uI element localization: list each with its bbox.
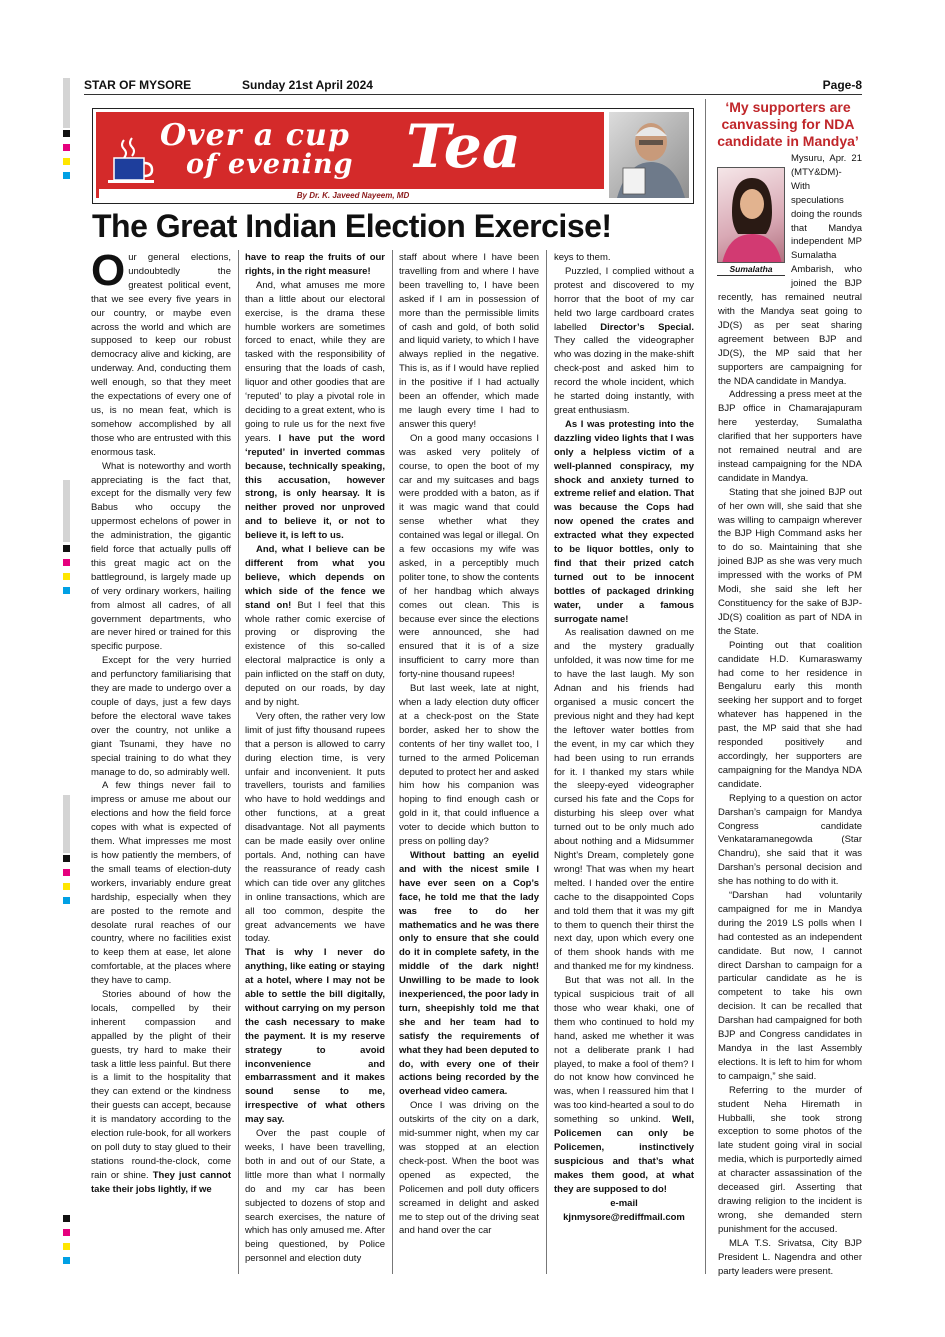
article-bold-text: have to reap the fruits of our rights, in the right measure! <box>245 252 385 277</box>
sidebar-paragraph: “Darshan had voluntarily campaigned for me in Mandya during the 2019 LS polls when I had contested as an independent candidate. But now, I cannot direct Darshan to campaign for a particular candidate as he is competent to take his own decision. It can be recalled that Darshan had campaigned for both BJP and Congress candidates in Mandya in the last Assembly elections. It is left to him for whom to campaign,” she said. <box>718 890 862 1082</box>
article-column-3 <box>399 251 539 1238</box>
article-paragraph: And, what amuses me more than a little about our electoral exercise, is the drama these humble workers are sometimes forced to enact, while they are tasked with the responsibility of ensuring that the loads of cash, liquor and other goodies that are ‘reputed’ to play a pivotal role in deciding to a great extent, who is going to rule us for the next five years. <box>245 279 385 444</box>
article-paragraph: They called the videographer who was dozing in the make-shift check-post and asked him to record the whole incident, which he started doing instantly, with great enthusiasm. <box>554 335 694 416</box>
header-rule <box>84 94 862 95</box>
article-column-1 <box>91 246 231 1197</box>
margin-strip <box>63 480 70 542</box>
drop-cap: O <box>91 246 126 295</box>
article-bold-text: Well, Policemen can only be Policemen, instinctively suspicious and that’s what makes them good, at what they are supposed to do! <box>554 1114 695 1195</box>
article-paragraph: Over the past couple of weeks, I have been travelling, both in and out of our State, a little more than what I normally do and my car has been subjected to dozens of stop and search exercises, the nature of which has only amused me. After being questioned, by Police personnel and election duty <box>245 1128 385 1265</box>
banner-tea: Tea <box>406 112 521 182</box>
teacup-icon <box>106 136 158 186</box>
article-paragraph: A few things never fail to impress or amuse me about our elections and how the field force copes with what is expected of them. What impresses me most is how patiently the members, of the small teams of election-duty workers, invariably endure great hardship, especially when they are posted to the remote and desolate rural reaches of our country, where no facilities exist to keep them at ease, let alone comfortable, at the places where they have to camp. <box>91 780 231 987</box>
sidebar-paragraph: Pointing out that coalition candidate H.D. Kumaraswamy had come to her residence in Bengaluru early this month seeking her support and to forget whatever has happened in the past, the MP said that she had responded positively and accordingly, her supporters are campaigning for the Mandya NDA candidate. <box>718 639 862 790</box>
article-paragraph: Puzzled, I complied without a protest and discovered to my horror that the boot of my car held two large cardboard crates labelled <box>554 265 694 333</box>
issue-date: Sunday 21st April 2024 <box>242 78 373 92</box>
column-banner <box>92 108 694 204</box>
article-bold-text: They just cannot take their jobs lightly, if we <box>91 1169 231 1195</box>
sidebar-headline: ‘My supporters are canvassing for NDA candidate in Mandya’ <box>717 99 859 149</box>
column-rule <box>238 250 239 1274</box>
article-paragraph: ur general elections, undoubtedly the greatest political event, that we see every five years in our country, or maybe even across the world and which are supposed to keep our robust democracy alive and kicking, are underway. And, conducting them well enough, so that they meet the expectations of every one of us, is no mean feat, which is somehow accomplished by all those who are entrusted with this enormous task. <box>91 252 231 458</box>
page-header <box>84 78 862 94</box>
sidebar-paragraph: Referring to the murder of student Neha Hiremath in Hubballi, she took strong exception to some photos of the late student going viral in social media, which is purportedly aimed at character assassination of the deceased girl. Asserting that drawing religion to the incident is wrong, she demanded stern punishment for the accused. <box>718 1084 862 1235</box>
column-rule <box>546 250 547 1274</box>
banner-red-panel <box>96 112 604 198</box>
email-label: e-mail <box>610 1197 638 1209</box>
columnist-photo <box>609 112 689 198</box>
registration-marks <box>63 1215 70 1264</box>
article-paragraph: staff about where I have been travelling from and where I have been travelling to, I have been asked if I am in possession of more than the permissible limits of cash and gold, of both solid and liquid variety, to which I have always replied in the negative. This is, as if I would have replied in the positive if I had actually been an offender, which made me laugh every time I had to answer this query! <box>399 252 539 430</box>
photo-wrap-spacer <box>718 152 788 280</box>
sidebar-paragraph: Stating that she joined BJP out of her own will, she said that she was willing to campaign wherever the BJP High Command asks her to do so. Maintaining that she joined BJP as she was very much impressed with the works of PM Modi, she said she left her Constituency for the sake of BJP-JD(S) coalition as part of NDA in the State. <box>718 486 862 637</box>
article-bold-text: Director’s Special. <box>600 321 694 333</box>
sidebar-paragraph: Addressing a press meet at the BJP office in Chamarajapuram here yesterday, Sumalatha clarified that her supporters have not remained neutral and are instead campaigning for the NDA candidate in Mandya. <box>718 389 862 484</box>
sidebar-paragraph: Replying to a question on actor Darshan’s campaign for Mandya Congress candidate Venkataramanegowda (Star Chandru), she said that it was Darshan’s personal decision and she has nothing to do with it. <box>718 792 862 888</box>
sidebar-paragraph: MLA T.S. Srivatsa, City BJP President L. Nagendra and other party leaders were present. <box>718 1237 862 1277</box>
column-rule <box>705 99 706 1274</box>
article-paragraph: Except for the very hurried and perfunctory familiarising that they are made to undergo over a couple of days, just a few days before the electoral wave takes over the country, not unlike a giant Tsunami, they have no special training to do what they manage to do, so admirably well. <box>91 655 231 778</box>
article-column-4 <box>554 251 694 1224</box>
banner-line-1: Over a cup <box>160 118 350 153</box>
article-paragraph: But that was not all. In the typical suspicious trait of all those who wear khaki, one of them who continued to hold my hand, asked me whether it was not a deliberate prank I had played, to make a fool of them? I do not know how convinced he was, when I reassured him that I was too kind-hearted a soul to do something so unkind. <box>554 975 694 1126</box>
article-paragraph: But I feel that this whole rather comic exercise of proving or disproving the existence of this so-called electoral malpractice is only a pain inflicted on the staff on duty, deputed on our roads, by day and by night. <box>245 599 386 708</box>
registration-marks <box>63 855 70 904</box>
author-email: kjnmysore@rediffmail.com <box>563 1211 685 1223</box>
margin-strip <box>63 78 70 128</box>
photo-caption: Sumalatha <box>717 263 785 276</box>
sidebar-paragraph: Mysuru, Apr. 21 (MTY&DM)- With speculations doing the rounds that Mandya independent MP Sumalatha Ambarish, who joined the BJP recently, has remained neutral with the Mandya seat going to JD(S) as per seat sharing agreement between BJP and JD(S), the MP said that her supporters are campaigning for the NDA candidate in Mandya. <box>718 153 862 387</box>
column-rule <box>392 250 393 1274</box>
registration-marks <box>63 545 70 594</box>
article-column-2 <box>245 251 385 1266</box>
article-headline: The Great Indian Election Exercise! <box>92 208 612 244</box>
article-paragraph: Stories abound of how the locals, compelled by their inherent compassion and appalled by the plight of their guests, try hard to make their task a little less painful. But there is a limit to the hospitality that they can extend or the kindness their guests can accept, because it is mandatory according to the election rule-book, for all workers on poll duty to stay glued to their stations round-the-clock, come rain or shine. <box>91 989 231 1181</box>
banner-line-2: of evening <box>186 149 354 180</box>
article-paragraph: What is noteworthy and worth appreciating is the fact that, except for the dismally very few Babus who occupy the uppermost echelons of power in the administration, the gigantic field force that actually pulls off this great magic act on the battleground, is largely made up of very ordinary workers, hailing from almost all cadres, of all government departments, who are never hired or trained for this specific purpose. <box>91 460 231 653</box>
registration-marks <box>63 130 70 179</box>
article-paragraph: As realisation dawned on me and the mystery gradually unfolded, it was now time for me to have the last laugh. My son Adnan and his friends had organised a music concert the previous night and they had kept the leftover water bottles from the event, in my car which they had been using to run errands for it. I thanked my stars while the sleepy-eyed videographer cursed his fate and the Cops for disturbing his sleep over what turned out to be only much ado about nothing and a Midsummer Night’s Dream, completely gone wrong! That was when my heart melted. I handed over the entire cache to the disappointed Cops and told them that it was my gift to them to quench their thirst the next day, upon which every one of them shook hands with me and thanked me for my kindness. <box>554 627 694 973</box>
article-bold-text: As I was protesting into the dazzling video lights that I was only a helpless victim of a well-planned conspiracy, my shock and anxiety turned to extreme relief and elation. That was because the Cops had now opened the crates and extracted what they expected to be liquor bottles, only to find that their prized catch turned out to be innocent bottles of packaged drinking water, under a famous surrogate name! <box>554 418 694 625</box>
article-bold-text: And, what I believe can be different from what you believe, which depends on which side of the fence we stand on! <box>245 544 385 611</box>
article-paragraph: But last week, late at night, when a lady election duty officer at a check-post on the State border, asked her to show the contents of her tiny wallet too, I turned to the armed Policeman deputed to protect her and asked him how his companion was hoping to find enough cash or gold in it, that could influence a voter to decide which button to press on polling day? <box>399 683 539 848</box>
sidebar-body <box>718 152 862 1278</box>
article-paragraph: Once I was driving on the outskirts of the city on a dark, mid-summer night, when my car was stopped at an election check-post. When the boot was opened as expected, the Policemen and poll duty officers screamed in delight and asked me to step out of the driving seat and hand over the car <box>399 1100 539 1237</box>
article-paragraph: Very often, the rather very low limit of just fifty thousand rupees that a person is allowed to carry during election time, is very unfair and inconvenient. It puts travellers, tourists and families who have to hold weddings and other functions, at a great disadvantage. Not all payments can be made easily over online portals. And, nothing can have the reassurance of ready cash which can tide over any glitches in online transactions, which are all too common, despite the great advancements we have today. <box>245 710 385 945</box>
article-bold-text: That is why I never do anything, like eating or staying at a hotel, where I may not be able to settle the bill digitally, without carrying on my person the cash necessary to make the payment. It is my reserve strategy to avoid inconvenience and embarrassment and it makes sound sense to me, irrespective of what others may say. <box>245 947 385 1126</box>
article-paragraph: On a good many occasions I was asked very politely of course, to open the boot of my car and my suitcases and bags were prodded with a baton, as if it was magic wand that could sense whether what they contained was legal or illegal. On a few occasions my wife was asked, in a perceptibly much politer tone, to show the contents of her handbag which always comes out clean. This is because ever since the elections were announced, she had ensured that it is of a size insufficient to carry more than forty-nine thousand rupees! <box>399 432 539 681</box>
paper-name: STAR OF MYSORE <box>84 78 192 92</box>
article-paragraph: keys to them. <box>554 252 611 263</box>
margin-strip <box>63 795 70 853</box>
article-bold-text: I have put the word ‘reputed’ in inverted commas because, technically speaking, this accusation, however strong, is only hearsay. It is neither proved nor unproved and to believe it, or not to believe it, is left to us. <box>245 432 385 542</box>
columnist-byline: By Dr. K. Javeed Nayeem, MD <box>99 189 607 203</box>
article-bold-text: Without batting an eyelid and with the nicest smile I have ever seen on a Cop’s face, he told me that the lady was free to do her mathematics and he was there only to ensure that she could do it in complete safety, in the middle of the dark night! Unwilling to be made to look inexperienced, the poor lady in turn, sheepishly told me that she and her team had to satisfy the requirements of what they had been deputed to do, with every one of their actions being recorded by the overhead video camera. <box>399 849 539 1098</box>
page-number: Page-8 <box>822 78 862 92</box>
